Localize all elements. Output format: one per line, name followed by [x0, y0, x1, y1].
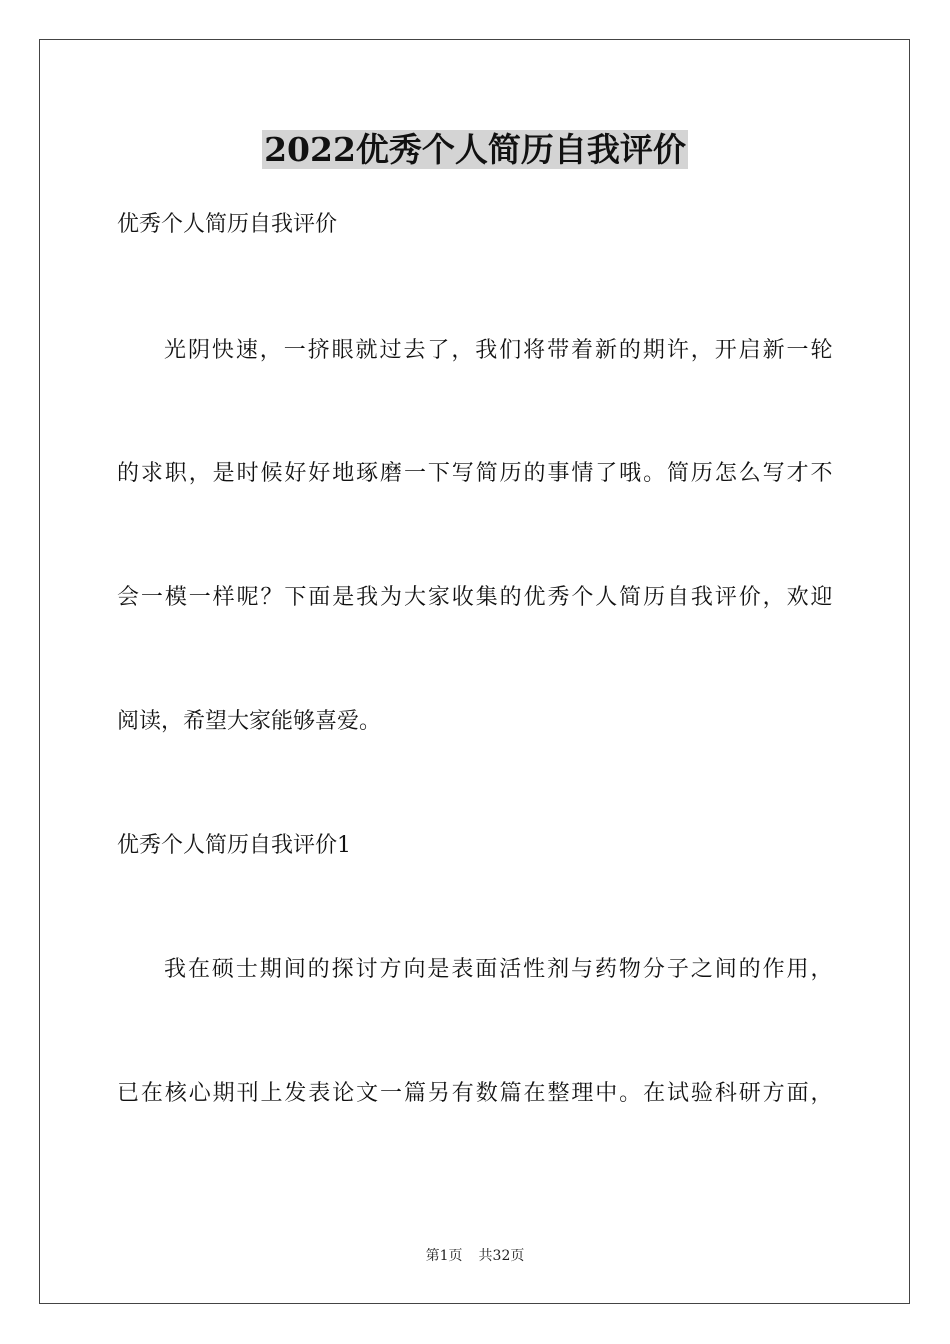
section-heading: 优秀个人简历自我评价1 — [117, 833, 351, 858]
page-footer — [0, 1246, 950, 1266]
paragraph-line: 的求职，是时候好好地琢磨一下写简历的事情了哦。简历怎么写才不 — [117, 461, 833, 486]
paragraph-line: 阅读，希望大家能够喜爱。 — [117, 709, 382, 734]
page-number: 第1页 — [425, 1248, 463, 1264]
paragraph-line: 已在核心期刊上发表论文一篇另有数篇在整理中。在试验科研方面， — [117, 1081, 833, 1106]
document-title-text: 2022优秀个人简历自我评价 — [264, 130, 686, 169]
paragraph-line: 我在硕士期间的探讨方向是表面活性剂与药物分子之间的作用， — [164, 957, 833, 982]
document-title — [0, 128, 950, 172]
page-total: 共32页 — [478, 1248, 525, 1264]
paragraph-line: 会一模一样呢？下面是我为大家收集的优秀个人简历自我评价，欢迎 — [117, 585, 833, 610]
document-subtitle: 优秀个人简历自我评价 — [117, 212, 338, 237]
paragraph-line: 光阴快速，一挤眼就过去了，我们将带着新的期许，开启新一轮 — [164, 338, 833, 363]
